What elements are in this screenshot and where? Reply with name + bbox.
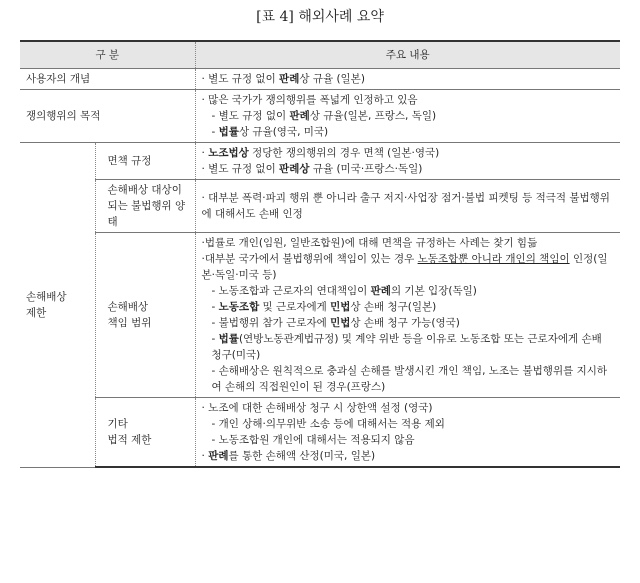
row-label-purpose: 쟁의행위의 목적	[20, 90, 195, 143]
row-content-exemption: · 노조법상 정당한 쟁의행위의 경우 면책 (일본·영국) · 별도 규정 없이 판례상 규율 (미국·프랑스·독일)	[195, 143, 620, 180]
sub-label-other: 기타 법적 제한	[95, 398, 195, 468]
table-header-row	[20, 41, 620, 69]
table-title: [표 4] 해외사례 요약	[256, 9, 384, 25]
summary-table	[20, 40, 620, 468]
table-row	[20, 90, 620, 143]
sub-label-exemption: 면책 규정	[95, 143, 195, 180]
row-label-damages: 손해배상 제한	[20, 143, 95, 468]
sub-label-scope: 손해배상 책임 범위	[95, 233, 195, 398]
header-category: 구 분	[20, 41, 195, 69]
table-row	[20, 143, 620, 180]
sub-label-target: 손해배상 대상이 되는 불법행위 양태	[95, 180, 195, 233]
row-content-purpose: · 많은 국가가 쟁의행위를 폭넓게 인정하고 있음 - 별도 규정 없이 판례상 규율(일본, 프랑스, 독일) - 법률상 규율(영국, 미국)	[195, 90, 620, 143]
table-row	[20, 180, 620, 233]
header-content: 주요 내용	[195, 41, 620, 69]
row-content-other: · 노조에 대한 손해배상 청구 시 상한액 설정 (영국) - 개인 상해·의무위반 소송 등에 대해서는 적용 제외 - 노동조합원 개인에 대해서는 적용되지 않음 · 판례를 통한 손해액 산정(미국, 일본)	[195, 398, 620, 468]
table-row	[20, 398, 620, 468]
table-row	[20, 69, 620, 90]
row-content-scope: ·법률로 개인(임원, 일반조합원)에 대해 면책을 규정하는 사례는 찾기 힘듦 ·대부분 국가에서 불법행위에 책임이 있는 경우 노동조합뿐 아니라 개인의 책임이 인정(일본·독일·미국 등) - 노동조합과 근로자의 연대책임이 판례의 기본 입장(독일) - 노동조합 및 근로자에게 민법상 손배 청구(일본) - 불법행위 참가 근로자에 민법상 손배 청구 가능(영국) - 법률(연방노동관계법규정) 및 계약 위반 등을 이유로 노동조합 또는 근로자에게 손배 청구(미국) - 손해배상은 원칙적으로 충과실 손해를 발생시킨 개인 책임, 노조는 불법행위를 지시하여 손해의 직접원인이 된 경우(프랑스)	[195, 233, 620, 398]
row-content-target: · 대부분 폭력·파괴 행위 뿐 아니라 출구 저지·사업장 점거·불법 피켓팅 등 적극적 불법행위에 대해서도 손배 인정	[195, 180, 620, 233]
table-row	[20, 233, 620, 398]
row-label-concept: 사용자의 개념	[20, 69, 195, 90]
row-content-concept: · 별도 규정 없이 판례상 규율 (일본)	[195, 69, 620, 90]
